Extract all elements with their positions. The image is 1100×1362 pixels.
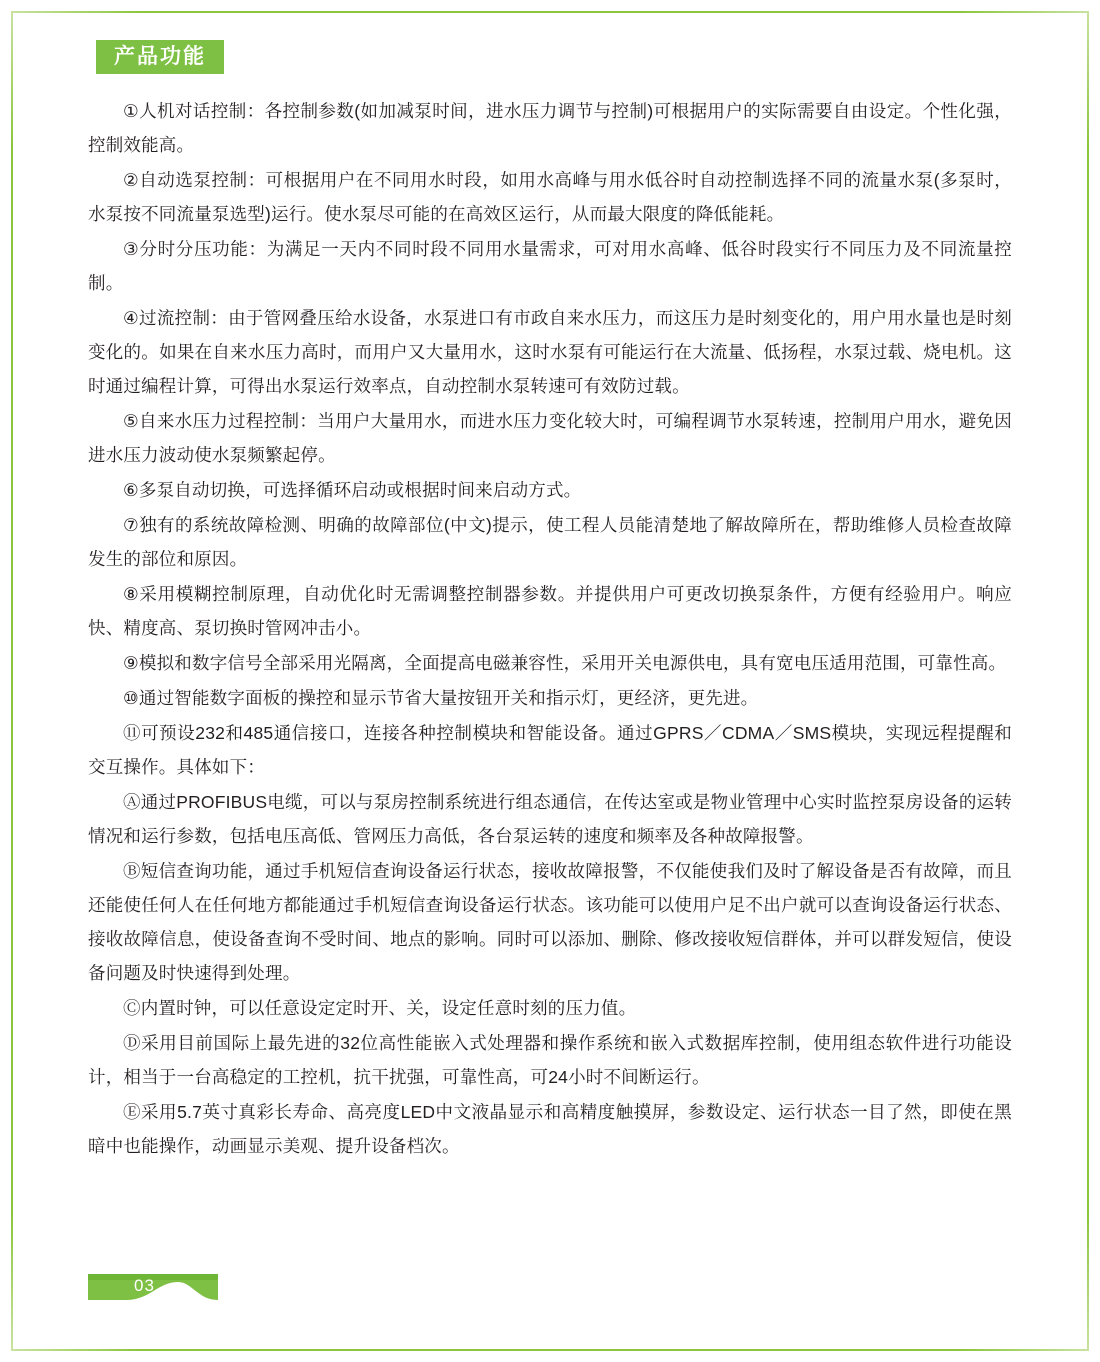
- paragraph-7: ⑦独有的系统故障检测、明确的故障部位(中文)提示，使工程人员能清楚地了解故障所在，帮助维修人员检查故障发生的部位和原因。: [88, 515, 1012, 569]
- page-number: 03: [134, 1276, 155, 1295]
- paragraph-8: ⑧采用模糊控制原理，自动优化时无需调整控制器参数。并提供用户可更改切换泵条件，方便有经验用户。响应快、精度高、泵切换时管网冲击小。: [88, 584, 1012, 638]
- paragraph-13: Ⓑ短信查询功能，通过手机短信查询设备运行状态，接收故障报警，不仅能使我们及时了解设备是否有故障，而且还能使任何人在任何地方都能通过手机短信查询设备运行状态。该功能可以使用户足不出户就可以查询设备运行状态、接收故障信息，使设备查询不受时间、地点的影响。同时可以添加、删除、修改接收短信群体，并可以群发短信，使设备问题及时快速得到处理。: [88, 861, 1012, 983]
- border-top: [11, 11, 1089, 13]
- body-text: [88, 94, 1012, 1163]
- paragraph-16: Ⓔ采用5.7英寸真彩长寿命、高亮度LED中文液晶显示和高精度触摸屏，参数设定、运行状态一目了然，即使在黑暗中也能操作，动画显示美观、提升设备档次。: [88, 1102, 1012, 1156]
- paragraph-9: ⑨模拟和数字信号全部采用光隔离，全面提高电磁兼容性，采用开关电源供电，具有宽电压适用范围，可靠性高。: [123, 653, 1007, 673]
- paragraph-3: ③分时分压功能：为满足一天内不同时段不同用水量需求，可对用水高峰、低谷时段实行不同压力及不同流量控制。: [88, 239, 1012, 293]
- border-left: [11, 11, 13, 1351]
- border-right: [1087, 11, 1089, 1351]
- paragraph-4: ④过流控制：由于管网叠压给水设备，水泵进口有市政自来水压力，而这压力是时刻变化的，用户用水量也是时刻变化的。如果在自来水压力高时，而用户又大量用水，这时水泵有可能运行在大流量、低扬程，水泵过载、烧电机。这时通过编程计算，可得出水泵运行效率点，自动控制水泵转速可有效防过载。: [88, 308, 1012, 396]
- border-bottom: [11, 1349, 1089, 1351]
- page-title: 产品功能: [96, 40, 224, 74]
- page-content: [88, 40, 1012, 1164]
- paragraph-10: ⑩通过智能数字面板的操控和显示节省大量按钮开关和指示灯，更经济，更先进。: [123, 688, 759, 708]
- paragraph-1: ①人机对话控制：各控制参数(如加减泵时间，进水压力调节与控制)可根据用户的实际需要自由设定。个性化强，控制效能高。: [88, 101, 1012, 155]
- paragraph-2: ②自动选泵控制：可根据用户在不同用水时段，如用水高峰与用水低谷时自动控制选择不同的流量水泵(多泵时，水泵按不同流量泵选型)运行。使水泵尽可能的在高效区运行，从而最大限度的降低能耗。: [88, 170, 1012, 224]
- page-footer: [88, 1270, 248, 1310]
- section-heading-area: [88, 40, 1012, 86]
- paragraph-11: ⑪可预设232和485通信接口，连接各种控制模块和智能设备。通过GPRS／CDMA／SMS模块，实现远程提醒和交互操作。具体如下：: [88, 723, 1012, 777]
- paragraph-14: Ⓒ内置时钟，可以任意设定定时开、关，设定任意时刻的压力值。: [123, 998, 637, 1018]
- paragraph-12: Ⓐ通过PROFIBUS电缆，可以与泵房控制系统进行组态通信，在传达室或是物业管理中心实时监控泵房设备的运转情况和运行参数，包括电压高低、管网压力高低，各台泵运转的速度和频率及各种故障报警。: [88, 792, 1012, 846]
- paragraph-15: Ⓓ采用目前国际上最先进的32位高性能嵌入式处理器和操作系统和嵌入式数据库控制，使用组态软件进行功能设计，相当于一台高稳定的工控机，抗干扰强，可靠性高，可24小时不间断运行。: [88, 1033, 1012, 1087]
- paragraph-6: ⑥多泵自动切换，可选择循环启动或根据时间来启动方式。: [123, 480, 582, 500]
- paragraph-5: ⑤自来水压力过程控制：当用户大量用水，而进水压力变化较大时，可编程调节水泵转速，控制用户用水，避免因进水压力波动使水泵频繁起停。: [88, 411, 1012, 465]
